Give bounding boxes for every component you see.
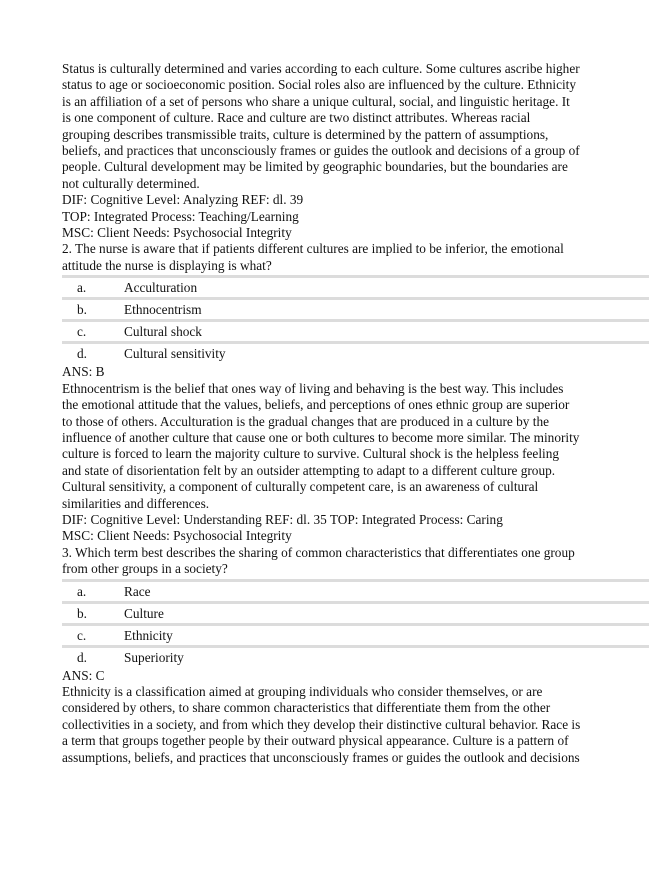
text-line: is one component of culture. Race and culture are two distinct attributes. Whereas racial: [62, 110, 531, 126]
option-text: Culture: [124, 605, 164, 621]
option-letter: c.: [77, 324, 87, 340]
option-text: Ethnicity: [124, 627, 173, 643]
question-3-stem: [62, 545, 649, 578]
text-line: not culturally determined.: [62, 175, 200, 191]
option-letter: c.: [77, 627, 87, 643]
question-2-meta: [62, 512, 649, 545]
text-line: DIF: Cognitive Level: Analyzing REF: dl. 39: [62, 192, 304, 208]
option-text: Ethnocentrism: [124, 302, 202, 318]
text-line: considered by others, to share common characteristics that differentiate them from the other: [62, 700, 551, 716]
text-line: status to age or socioeconomic position. Social roles also are influenced by the culture. Ethnicity: [62, 77, 577, 93]
text-line: MSC: Client Needs: Psychosocial Integrity: [62, 528, 292, 544]
answer-option: [62, 579, 649, 601]
option-letter: a.: [77, 280, 87, 296]
option-text: Superiority: [124, 649, 184, 665]
option-letter: a.: [77, 583, 87, 599]
text-line: Ethnicity is a classification aimed at grouping individuals who consider themselves, or are: [62, 683, 543, 699]
answer-option: [62, 601, 649, 623]
answer-option: [62, 341, 649, 363]
text-line: influence of another culture that cause one or both cultures to become more similar. The minority: [62, 429, 580, 445]
text-line: Status is culturally determined and varies according to each culture. Some cultures ascribe higher: [62, 61, 580, 76]
text-line: attitude the nurse is displaying is what?: [62, 257, 272, 273]
question-2-options: [62, 275, 649, 363]
answer-option: [62, 623, 649, 645]
text-line: Ethnocentrism is the belief that ones way of living and behaving is the best way. This includes: [62, 380, 564, 396]
option-text: Cultural shock: [124, 324, 202, 340]
text-line: TOP: Integrated Process: Teaching/Learning: [62, 208, 299, 224]
text-line: grouping describes transmissible traits, culture is determined by the pattern of assumptions,: [62, 126, 549, 142]
option-letter: b.: [77, 605, 87, 621]
text-line: the emotional attitude that the values, beliefs, and perceptions of ones ethnic group are superior: [62, 397, 570, 413]
option-text: Race: [124, 583, 151, 599]
option-letter: d.: [77, 649, 87, 665]
block1-rationale: [62, 61, 649, 192]
option-text: Cultural sensitivity: [124, 346, 226, 362]
question-3-options: [62, 579, 649, 667]
text-line: MSC: Client Needs: Psychosocial Integrity: [62, 225, 292, 241]
text-line: to those of others. Acculturation is the gradual changes that are produced in a culture by the: [62, 413, 550, 429]
question-2-stem: [62, 241, 649, 274]
text-line: a term that groups together people by their outward physical appearance. Culture is a pattern of: [62, 733, 569, 749]
question-3-rationale: [62, 684, 649, 766]
answer-option: [62, 275, 649, 297]
answer-option: [62, 297, 649, 319]
option-text: Acculturation: [124, 280, 198, 296]
text-line: similarities and differences.: [62, 495, 210, 511]
text-line: culture is forced to learn the majority culture to survive. Cultural shock is the helpless feeling: [62, 446, 560, 462]
text-line: and state of disorientation felt by an outsider attempting to adapt to a different culture group.: [62, 462, 556, 478]
text-line: assumptions, beliefs, and practices that unconsciously frames or guides the outlook and decisions: [62, 749, 580, 765]
text-line: beliefs, and practices that unconsciously frames or guides the outlook and decisions of a group of: [62, 143, 580, 159]
question-3: [62, 545, 649, 766]
option-letter: b.: [77, 302, 87, 318]
answer-option: [62, 319, 649, 341]
document-page: [62, 61, 649, 766]
option-letter: d.: [77, 346, 87, 362]
text-line: 2. The nurse is aware that if patients different cultures are implied to be inferior, the emotional: [62, 241, 564, 257]
question-3-answer: ANS: C: [62, 667, 105, 683]
text-line: 3. Which term best describes the sharing of common characteristics that differentiates one group: [62, 544, 575, 560]
block1-meta: [62, 192, 649, 241]
text-line: Cultural sensitivity, a component of culturally competent care, is an awareness of cultural: [62, 479, 539, 495]
text-line: people. Cultural development may be limited by geographic boundaries, but the boundaries are: [62, 159, 568, 175]
question-2-rationale: [62, 381, 649, 512]
text-line: DIF: Cognitive Level: Understanding REF: dl. 35 TOP: Integrated Process: Caring: [62, 511, 503, 527]
text-line: is an affiliation of a set of persons who share a unique cultural, social, and linguistic heritage. It: [62, 93, 570, 109]
question-2-answer: ANS: B: [62, 364, 105, 380]
text-line: collectivities in a society, and from which they develop their distinctive cultural behavior. Race is: [62, 716, 581, 732]
question-2: [62, 241, 649, 544]
answer-option: [62, 645, 649, 667]
text-line: from other groups in a society?: [62, 561, 228, 577]
